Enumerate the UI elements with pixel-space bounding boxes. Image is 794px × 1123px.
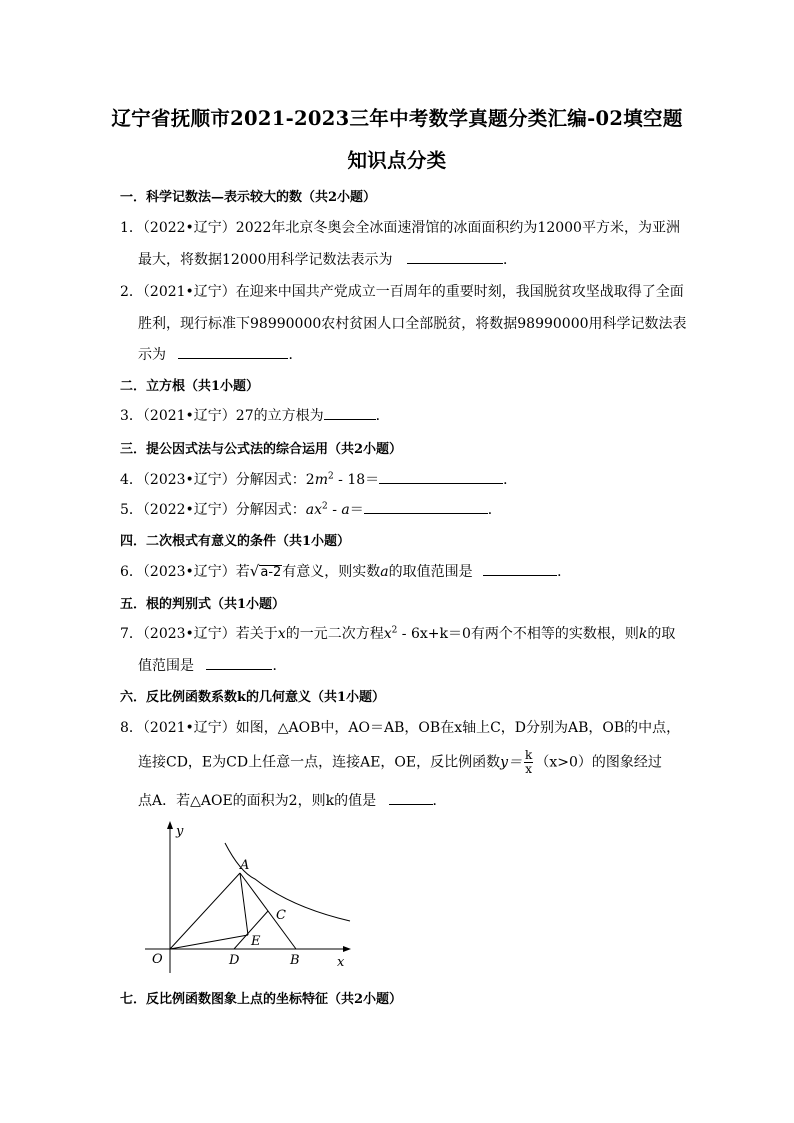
question-2-line-1: 2．（2021•辽宁）在迎来中国共产党成立一百周年的重要时刻，我国脱贫攻坚战取得了全面 bbox=[120, 284, 684, 300]
question-2-line-2: 胜利，现行标准下98990000农村贫困人口全部脱贫，将数据98990000用科学记数法表 bbox=[138, 316, 687, 332]
section-heading-5: 五．根的判别式（共1小题） bbox=[120, 597, 286, 612]
section-heading-6: 六．反比例函数系数k的几何意义（共1小题） bbox=[120, 690, 386, 705]
y-axis-arrow-icon bbox=[167, 821, 173, 829]
question-8-line-1: 8．（2021•辽宁）如图，△AOB中，AO＝AB，OB在x轴上C，D分别为AB，OB的中点， bbox=[120, 720, 681, 736]
label-C: C bbox=[276, 908, 286, 923]
answer-blank[interactable] bbox=[364, 499, 488, 514]
section-heading-7: 七．反比例函数图象上点的坐标特征（共2小题） bbox=[120, 992, 403, 1007]
section-heading-3: 三．提公因式法与公式法的综合运用（共2小题） bbox=[120, 442, 403, 457]
label-y: y bbox=[176, 824, 184, 839]
question-4: 4．（2023•辽宁）分解因式：$2m^2 - 18=$ ． bbox=[120, 469, 517, 489]
answer-blank[interactable] bbox=[407, 249, 503, 264]
label-O: O bbox=[152, 952, 163, 967]
question-7-line-1: 7．（2023•辽宁）若关于x的一元二次方程$x^2 - 6x+k=0$有两个不相等的实数根，则k的取 bbox=[120, 625, 676, 642]
answer-blank[interactable] bbox=[178, 344, 288, 359]
label-x: x bbox=[337, 955, 345, 970]
question-6: 6．（2023•辽宁）若√a-2有意义，则实数a的取值范围是 ． bbox=[120, 562, 572, 580]
section-heading-4: 四．二次根式有意义的条件（共1小题） bbox=[120, 534, 351, 549]
label-A: A bbox=[240, 858, 250, 873]
question-8-line-2: 连接CD，E为CD上任意一点，连接AE，OE，反比例函数y＝ $\frac{k}{x}$ （x>0）的图象经过 bbox=[138, 748, 662, 776]
sqrt-icon: √ bbox=[249, 562, 260, 580]
question-8-line-3: 点A．若△AOE的面积为2，则k的值是 ． bbox=[138, 790, 447, 810]
answer-blank[interactable] bbox=[324, 405, 376, 420]
section-heading-1: 一．科学记数法—表示较大的数（共2小题） bbox=[120, 190, 377, 205]
question-2-line-3: 示为 ． bbox=[138, 344, 302, 364]
fraction-k-over-x: $\frac{k}{x}$ bbox=[525, 748, 533, 776]
geometry-figure bbox=[140, 815, 360, 975]
document-title: 辽宁省抚顺市2021-2023三年中考数学真题分类汇编-02填空题 bbox=[111, 107, 683, 130]
question-1-line-2: 最大，将数据12000用科学记数法表示为 ． bbox=[138, 249, 517, 269]
label-B: B bbox=[290, 953, 300, 968]
answer-blank[interactable] bbox=[389, 790, 433, 805]
question-5: 5．（2022•辽宁）分解因式：$ax^2 - a=$ ． bbox=[120, 499, 502, 519]
radicand: a-2 bbox=[260, 565, 282, 580]
section-heading-2: 二．立方根（共1小题） bbox=[120, 379, 260, 394]
segment-OA bbox=[170, 873, 240, 949]
label-E: E bbox=[251, 934, 261, 949]
x-axis-arrow-icon bbox=[343, 946, 351, 952]
answer-blank[interactable] bbox=[379, 469, 503, 484]
question-1-line-1: 1．（2022•辽宁）2022年北京冬奥会全冰面速滑馆的冰面面积约为12000平方米，为亚洲 bbox=[120, 220, 680, 236]
answer-blank[interactable] bbox=[483, 561, 557, 576]
question-3: 3．（2021•辽宁）27的立方根为 ． bbox=[120, 405, 390, 425]
hyperbola-curve bbox=[225, 843, 350, 921]
label-D: D bbox=[229, 953, 240, 968]
document-subtitle: 知识点分类 bbox=[347, 149, 447, 172]
answer-blank[interactable] bbox=[206, 655, 272, 670]
question-7-line-2: 值范围是 ． bbox=[138, 655, 286, 675]
